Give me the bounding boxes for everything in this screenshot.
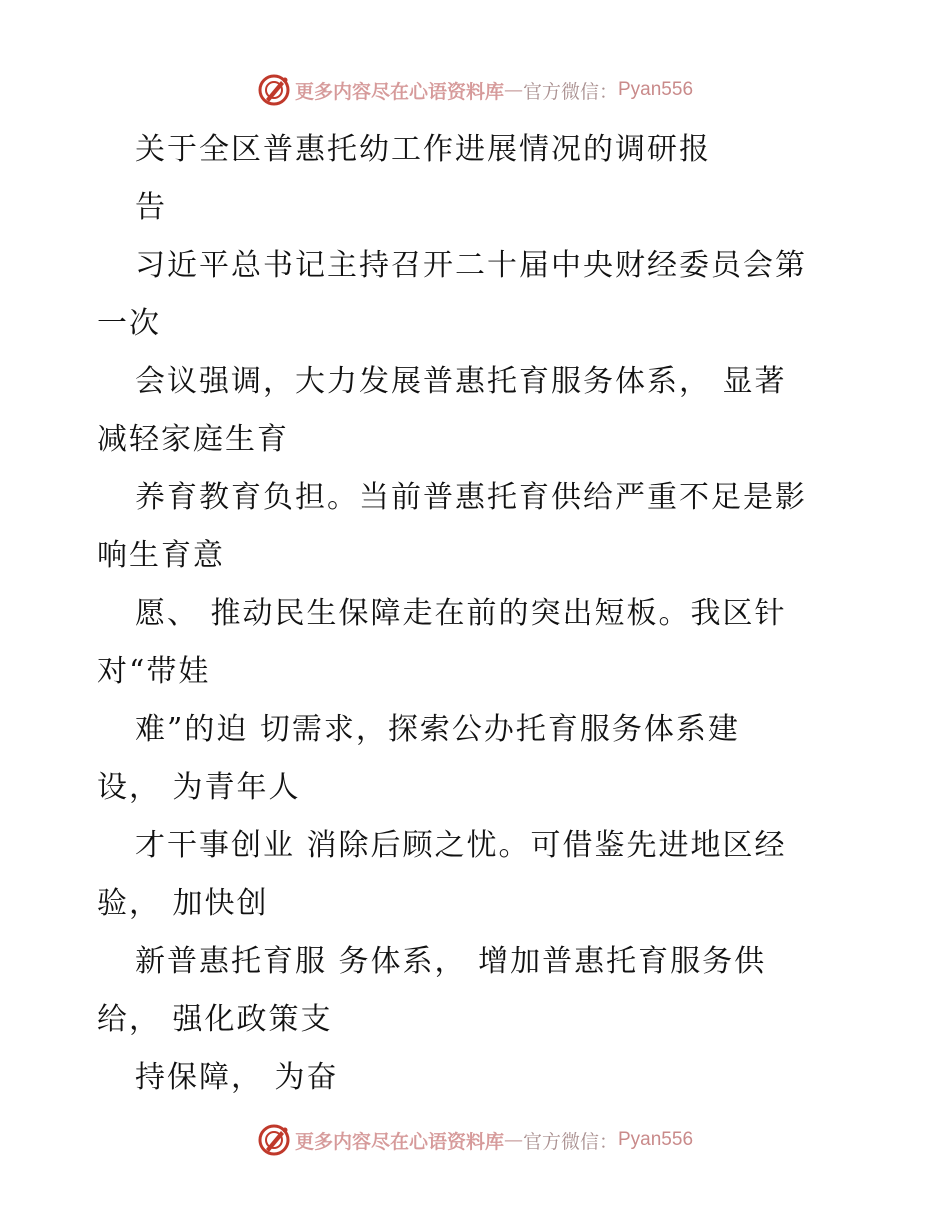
banner-separator: — [503, 79, 523, 101]
paragraph-line: 习近平总书记主持召开二十届中央财经委员会第 [135, 248, 807, 283]
header-watermark-banner [0, 70, 950, 110]
paragraph-line: 验， 加快创 [97, 886, 269, 921]
paragraph-line: 养育教育负担。当前普惠托育供给严重不足是影 [135, 480, 807, 515]
paragraph-line: 才干事创业 消除后顾之忧。可借鉴先进地区经 [135, 828, 787, 863]
paragraph-line: 一次 [97, 306, 161, 341]
banner-main-text: 更多内容尽在心语资料库 [294, 1130, 504, 1153]
paragraph-line: 减轻家庭生育 [97, 422, 289, 457]
banner-wechat-id: Pyan556 [618, 1129, 694, 1150]
paragraph-line: 持保障， 为奋 [135, 1060, 339, 1095]
paragraph-line: 新普惠托育服 务体系， 增加普惠托育服务供 [135, 944, 767, 979]
document-title-line-2: 告 [135, 190, 167, 225]
paragraph-line: 对“带娃 [97, 654, 211, 689]
paragraph-line: 会议强调，大力发展普惠托育服务体系， 显著 [135, 364, 787, 399]
document-title-line-1: 关于全区普惠托幼工作进展情况的调研报 [135, 132, 711, 167]
paragraph-line: 响生育意 [97, 538, 225, 573]
banner-wechat-label: 官方微信： [522, 1130, 618, 1153]
brand-logo-icon [257, 73, 291, 107]
paragraph-line: 愿、 推动民生保障走在前的突出短板。我区针 [135, 596, 787, 631]
banner-wechat-id: Pyan556 [618, 79, 694, 100]
banner-separator: — [503, 1129, 523, 1151]
paragraph-line: 难”的迫 切需求，探索公办托育服务体系建 [135, 712, 740, 747]
banner-wechat-label: 官方微信： [522, 80, 618, 103]
paragraph-line: 给， 强化政策支 [97, 1002, 333, 1037]
paragraph-line: 设， 为青年人 [97, 770, 301, 805]
brand-logo-icon [257, 1123, 291, 1157]
banner-main-text: 更多内容尽在心语资料库 [294, 80, 504, 103]
footer-watermark-banner [0, 1120, 950, 1160]
